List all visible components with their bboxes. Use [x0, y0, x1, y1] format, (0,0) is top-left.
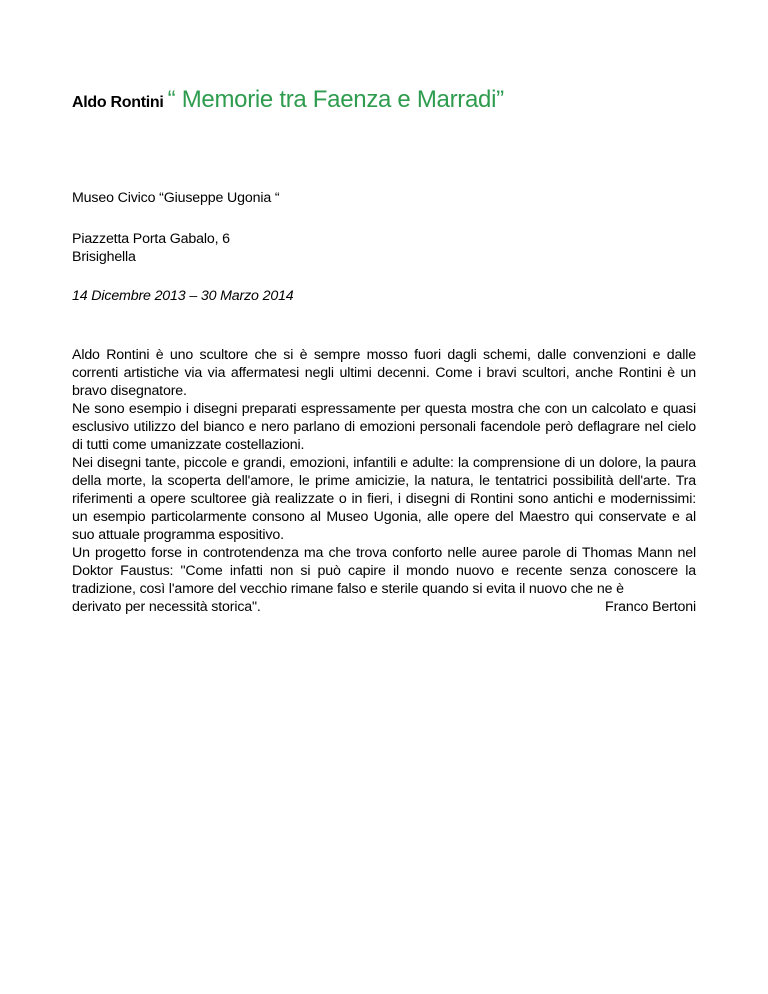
- body-text: [72, 346, 696, 616]
- paragraph: Nei disegni tante, piccole e grandi, emozioni, infantili e adulte: la comprensione di un dolore, la paura della morte, la scoperta dell'amore, le prime amicizie, la natura, le tentatrici possibilità dell'arte. Tra riferimenti a opere scultoree già realizzate o in fieri, i disegni di Rontini sono antichi e modernissimi: un esempio particolarmente consono al Museo Ugonia, alle opere del Maestro qui conservate e al suo attuale programma espositivo.: [72, 455, 696, 543]
- paragraph: Aldo Rontini è uno scultore che si è sempre mosso fuori dagli schemi, dalle convenzioni e dalle correnti artistiche via via affermatesi negli ultimi decenni. Come i bravi scultori, anche Rontini è un bravo disegnatore.: [72, 347, 696, 399]
- city: Brisighella: [72, 249, 136, 265]
- street-address: Piazzetta Porta Gabalo, 6: [72, 231, 230, 247]
- author-name: Aldo Rontini: [72, 94, 164, 111]
- closing-line: [72, 598, 696, 616]
- document-title: [72, 86, 504, 114]
- signature: Franco Bertoni: [605, 599, 696, 615]
- address: [72, 230, 230, 266]
- museum-name: Museo Civico “Giuseppe Ugonia “: [72, 190, 280, 206]
- paragraph: Ne sono esempio i disegni preparati espressamente per questa mostra che con un calcolato e quasi esclusivo utilizzo del bianco e nero parlano di emozioni personali facendole però deflagrare nel cielo di tutti come umanizzate costellazioni.: [72, 401, 696, 453]
- exhibition-title: “ Memorie tra Faenza e Marradi”: [167, 86, 504, 113]
- exhibition-dates: 14 Dicembre 2013 – 30 Marzo 2014: [72, 288, 294, 304]
- paragraph-end: derivato per necessità storica".: [72, 599, 261, 615]
- paragraph: Un progetto forse in controtendenza ma che trova conforto nelle auree parole di Thomas Mann nel Doktor Faustus: "Come infatti non si può capire il mondo nuovo e recente senza conoscere la tradizione, così l'amore del vecchio rimane falso e sterile quando si evita il nuovo che ne è: [72, 545, 696, 597]
